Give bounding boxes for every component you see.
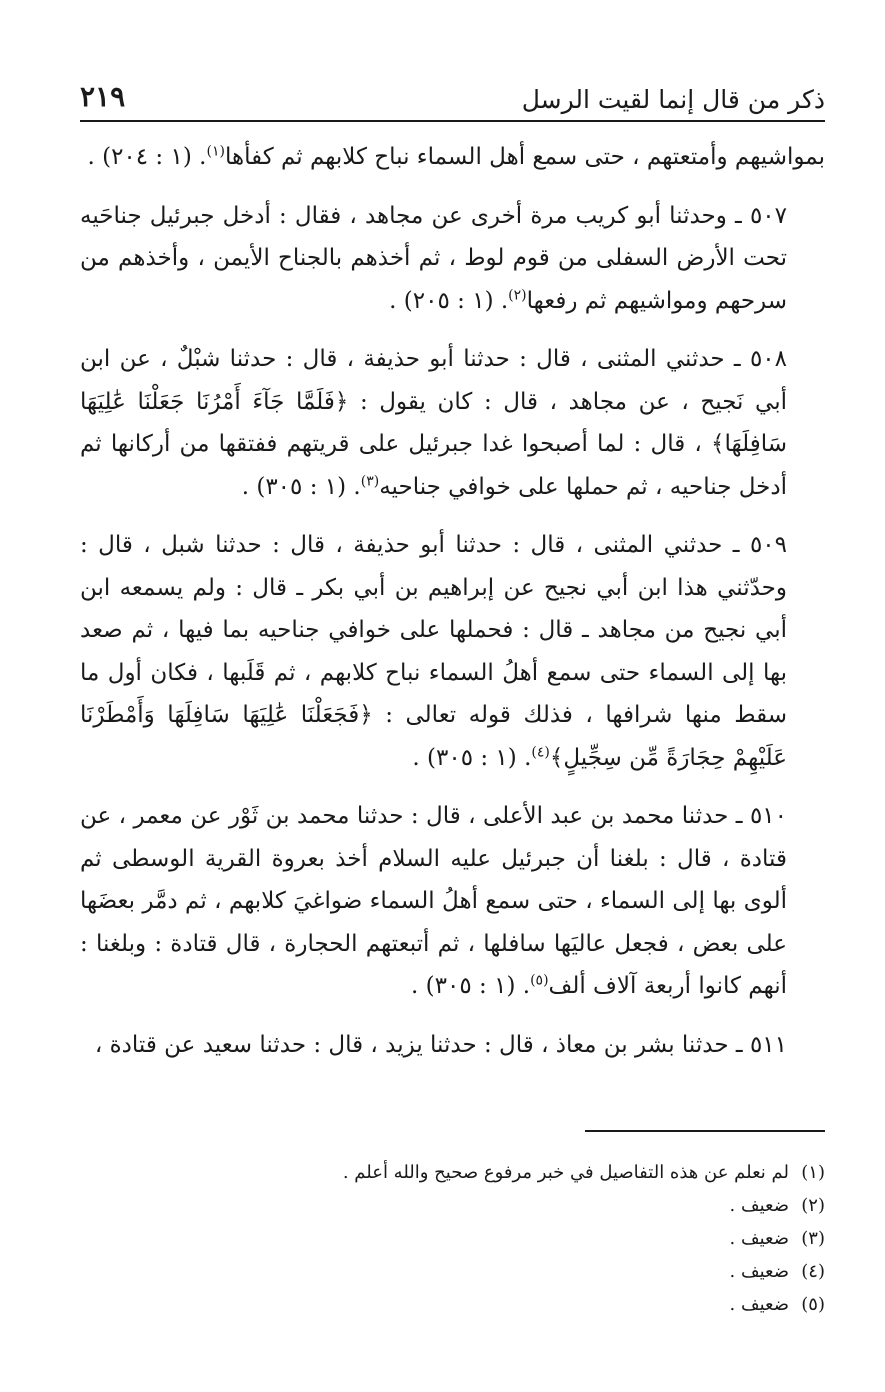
footnote-item xyxy=(125,1156,825,1189)
footnote-item xyxy=(125,1189,825,1222)
footnote-item xyxy=(125,1255,825,1288)
footnote-mark: (٤) xyxy=(531,743,550,760)
citation: . (١ : ٣٠٥) . xyxy=(411,973,531,999)
footnote-item xyxy=(125,1222,825,1255)
footnotes xyxy=(125,1156,825,1321)
citation: . (١ : ٣٠٥) . xyxy=(241,473,361,500)
footnote-mark: (٢) xyxy=(508,286,527,303)
footnote-text: ضعيف . xyxy=(729,1294,789,1315)
body-text xyxy=(80,136,825,1082)
running-title: ذكر من قال إنما لقيت الرسل xyxy=(521,85,825,114)
footnote-divider xyxy=(585,1130,825,1132)
paragraph-text: ٥٠٩ ـ حدثني المثنى ، قال : حدثنا أبو حذيفة ، قال : حدثنا شبل ، قال : وحدّثني هذا ابن أبي نجيح عن إبراهيم بن أبي بكر ـ قال : ولم يسمعه ابن أبي نجيح من مجاهد ـ قال : فحملها على خوافي جناحيه بما فيها ، ثم صعد بها إلى السماء حتى سمع أهلُ السماء نباح كلابهم ، ثم قَلَبها ، فكان أول ما سقط منها شرافها ، فذلك قوله تعالى : ﴿فَجَعَلْنَا عَٰلِيَهَا سَافِلَهَا وَأَمْطَرْنَا عَلَيْهِمْ حِجَارَةً مِّن سِجِّيلٍ﴾ xyxy=(80,532,787,771)
narration-507 xyxy=(80,195,825,323)
paragraph-text: ٥١٠ ـ حدثنا محمد بن عبد الأعلى ، قال : حدثنا محمد بن ثَوْر عن معمر ، عن قتادة ، قال : بلغنا أن جبرئيل عليه السلام أخذ بعروة القرية الوسطى ثم ألوى بها إلى السماء ، حتى سمع أهلُ السماء ضواغيَ كلابهم ، ثم دمَّر بعضَها على بعض ، فجعل عاليَها سافلها ، ثم أتبعتهم الحجارة ، قال قتادة : وبلغنا : أنهم كانوا أربعة آلاف ألف xyxy=(80,803,787,999)
citation: . (١ : ٢٠٤) . xyxy=(87,144,207,170)
footnote-text: ضعيف . xyxy=(729,1195,789,1216)
page-header xyxy=(80,74,825,122)
narration-510 xyxy=(80,795,825,1008)
paragraph-text: بمواشيهم وأمتعتهم ، حتى سمع أهل السماء نباح كلابهم ثم كفأها xyxy=(224,144,825,170)
footnote-text: لم نعلم عن هذه التفاصيل في خبر مرفوع صحيح والله أعلم . xyxy=(342,1162,789,1183)
paragraph-text: ٥١١ ـ حدثنا بشر بن معاذ ، قال : حدثنا يزيد ، قال : حدثنا سعيد عن قتادة ، xyxy=(94,1031,787,1058)
narration-509 xyxy=(80,524,825,779)
footnote-number: (٣) xyxy=(801,1228,825,1249)
footnote-mark: (٣) xyxy=(360,472,380,489)
footnote-text: ضعيف . xyxy=(729,1261,789,1282)
narration-511 xyxy=(80,1024,825,1067)
narration-508 xyxy=(80,338,825,508)
footnote-number: (١) xyxy=(801,1162,825,1183)
footnote-number: (٤) xyxy=(801,1261,825,1282)
footnote-number: (٢) xyxy=(801,1195,825,1216)
paragraph-text: ٥٠٨ ـ حدثني المثنى ، قال : حدثنا أبو حذيفة ، قال : حدثنا شبْلٌ ، عن ابن أبي نَجيح ، عن مجاهد ، قال : كان يقول : ﴿فَلَمَّا جَآءَ أَمْرُنَا جَعَلْنَا عَٰلِيَهَا سَافِلَهَا﴾ ، قال : لما أصبحوا غدا جبرئيل على قريتهم ففتقها من أركانها ثم أدخل جناحيه ، ثم حملها على خوافي جناحيه xyxy=(80,346,787,500)
paragraph-continuation xyxy=(80,136,825,179)
page-number: ٢١٩ xyxy=(80,80,126,113)
citation: . (١ : ٢٠٥) . xyxy=(389,287,509,314)
footnote-text: ضعيف . xyxy=(729,1228,789,1249)
footnote-mark: (١) xyxy=(206,143,225,160)
paragraph-text: ٥٠٧ ـ وحدثنا أبو كريب مرة أخرى عن مجاهد ، فقال : أدخل جبرئيل جناحَيه تحت الأرض السفلى من قوم لوط ، ثم أخذهم بالجناح الأيمن ، وأخذهم من سرحهم ومواشيهم ثم رفعها xyxy=(80,202,787,314)
citation: . (١ : ٣٠٥) . xyxy=(412,744,532,771)
footnote-number: (٥) xyxy=(801,1294,825,1315)
footnote-item xyxy=(125,1288,825,1321)
footnote-mark: (٥) xyxy=(530,972,549,989)
